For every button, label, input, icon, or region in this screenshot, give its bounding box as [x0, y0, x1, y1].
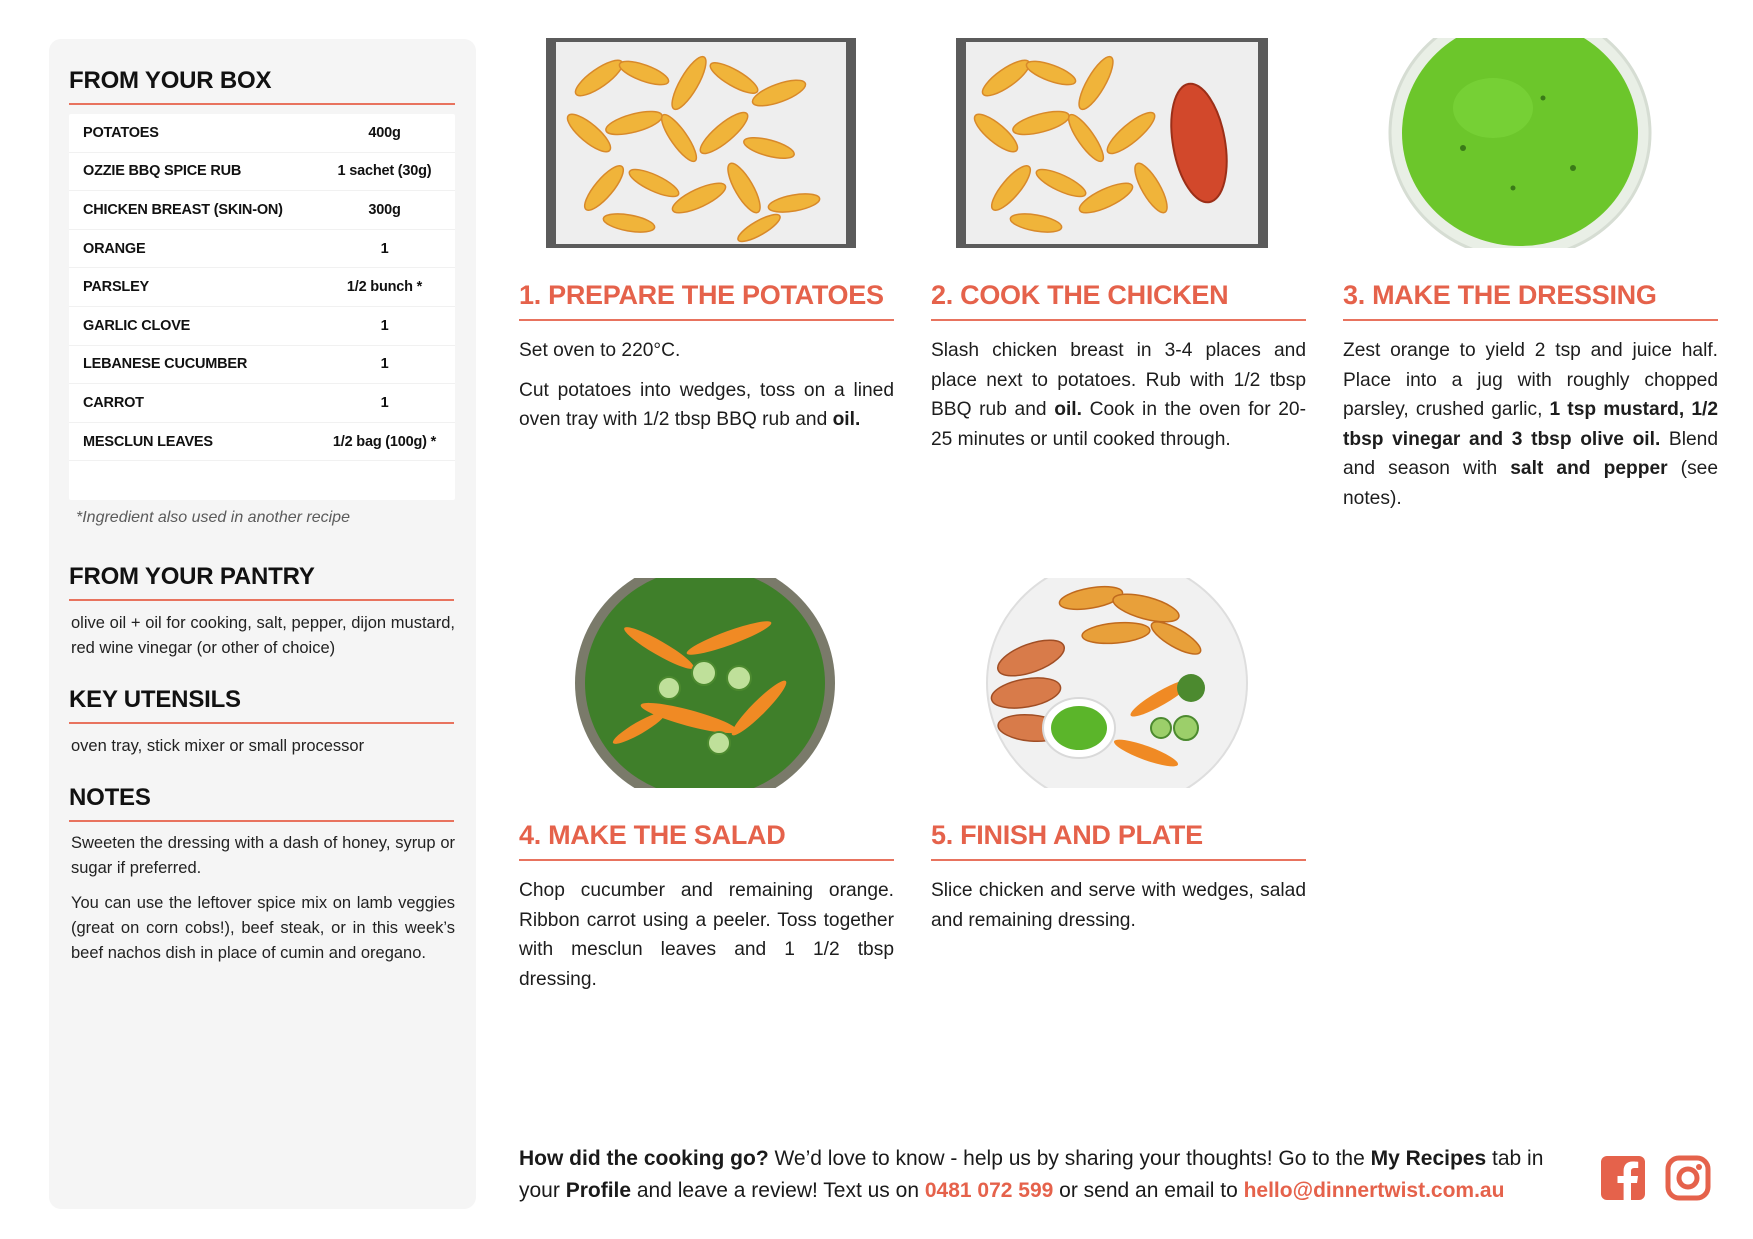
- notes-heading: NOTES: [69, 784, 454, 822]
- notes-text: [71, 831, 455, 966]
- my-recipes-label: My Recipes: [1370, 1147, 1487, 1170]
- ingredient-name: MESCLUN LEAVES: [83, 433, 213, 450]
- ingredient-name: OZZIE BBQ SPICE RUB: [83, 163, 242, 180]
- ingredient-name: LEBANESE CUCUMBER: [83, 356, 248, 373]
- feedback-footer: [519, 1143, 1579, 1206]
- table-row: [69, 346, 455, 385]
- green-dressing-bowl-image: [1343, 38, 1718, 248]
- chicken-and-wedges-tray-image: [931, 38, 1306, 248]
- footer-question: How did the cooking go?: [519, 1147, 769, 1170]
- step-text: Slice chicken and serve with wedges, salad and remaining dressing.: [931, 880, 1306, 931]
- from-your-pantry-heading: FROM YOUR PANTRY: [69, 563, 454, 601]
- phone-link[interactable]: 0481 072 599: [924, 1178, 1054, 1202]
- facebook-icon[interactable]: [1600, 1155, 1646, 1201]
- table-row: [69, 114, 455, 153]
- step-text-bold: 1 tsp mustard, 1/2 tbsp vinegar and 3 tbsp olive oil.: [1343, 399, 1719, 450]
- step-body: [931, 876, 1306, 935]
- footer-text: We’d love to know - help us by sharing your thoughts! Go to the: [768, 1147, 1371, 1170]
- step-text: Blend and season with: [1343, 428, 1719, 480]
- ingredients-sidebar: [49, 39, 476, 1209]
- step-title: 4. MAKE THE SALAD: [519, 820, 894, 861]
- ingredient-name: GARLIC CLOVE: [83, 317, 191, 334]
- step-text: Cook in the oven for 20-25 minutes or until cooked through.: [931, 399, 1306, 450]
- step-body: [519, 336, 894, 435]
- ingredient-name: ORANGE: [83, 240, 146, 257]
- potato-wedges-tray-image: [519, 38, 894, 248]
- utensils-text: oven tray, stick mixer or small processor: [71, 737, 365, 755]
- step-body: [519, 876, 894, 994]
- step-title: 5. FINISH AND PLATE: [931, 820, 1306, 861]
- step-text: Cut potatoes into wedges, toss on a lined oven tray with 1/2 tbsp BBQ rub and: [519, 379, 894, 431]
- ingredient-quantity: 1: [380, 356, 389, 373]
- instagram-icon[interactable]: [1665, 1155, 1711, 1201]
- table-row: [69, 191, 455, 230]
- ingredients-table: [69, 114, 455, 500]
- ingredient-quantity: 1: [380, 394, 389, 411]
- profile-label: Profile: [565, 1178, 632, 1202]
- table-row: [69, 384, 455, 423]
- ingredient-quantity: 1 sachet (30g): [337, 163, 432, 180]
- step-title: 1. PREPARE THE POTATOES: [519, 280, 894, 321]
- footer-text: or send an email to: [1053, 1178, 1244, 1202]
- ingredient-quantity: 300g: [368, 201, 401, 218]
- from-your-box-heading: FROM YOUR BOX: [69, 67, 455, 105]
- step-body: [1343, 336, 1718, 514]
- table-row: [69, 307, 455, 346]
- ingredient-footnote: *Ingredient also used in another recipe: [76, 509, 350, 526]
- email-link[interactable]: hello@dinnertwist.com.au: [1243, 1178, 1505, 1202]
- step-body: [931, 336, 1306, 454]
- ingredient-quantity: 1: [380, 317, 389, 334]
- ingredient-quantity: 1/2 bunch *: [346, 279, 423, 296]
- footer-text: tab in your: [519, 1147, 1544, 1202]
- step-text-bold: oil.: [832, 409, 861, 431]
- ingredient-name: POTATOES: [83, 124, 159, 141]
- ingredient-name: CHICKEN BREAST (SKIN-ON): [83, 201, 283, 218]
- footer-text: and leave a review! Text us on: [631, 1178, 925, 1202]
- table-row: [69, 230, 455, 269]
- step-text: Slash chicken breast in 3-4 places and place next to potatoes. Rub with 1/2 tbsp BBQ rub and: [931, 340, 1306, 421]
- plated-dish-image: [931, 578, 1306, 788]
- ingredient-name: CARROT: [83, 394, 144, 411]
- key-utensils-heading: KEY UTENSILS: [69, 686, 454, 724]
- ingredient-name: PARSLEY: [83, 279, 150, 296]
- table-row: [69, 153, 455, 192]
- step-title: 3. MAKE THE DRESSING: [1343, 280, 1718, 321]
- ingredient-quantity: 400g: [368, 124, 401, 141]
- step-text-bold: oil.: [1054, 399, 1082, 421]
- step-text: Set oven to 220°C.: [519, 340, 681, 361]
- step-text-bold: salt and pepper: [1510, 458, 1668, 480]
- ingredient-quantity: 1/2 bag (100g) *: [332, 433, 437, 450]
- table-row: [69, 268, 455, 307]
- note-paragraph: You can use the leftover spice mix on lamb veggies (great on corn cobs!), beef steak, or in this week’s beef nachos dish in place of cumin and oregano.: [71, 894, 455, 962]
- salad-bowl-image: [519, 578, 894, 788]
- step-text: Zest orange to yield 2 tsp and juice half. Place into a jug with roughly chopped parsley, crushed garlic,: [1343, 340, 1718, 421]
- step-text: (see notes).: [1343, 458, 1719, 509]
- pantry-text: olive oil + oil for cooking, salt, pepper, dijon mustard, red wine vinegar (or other of choice): [71, 614, 455, 657]
- step-text: Chop cucumber and remaining orange. Ribbon carrot using a peeler. Toss together with mesclun leaves and 1 1/2 tbsp dressing.: [519, 880, 894, 990]
- ingredient-quantity: 1: [380, 240, 389, 257]
- note-paragraph: Sweeten the dressing with a dash of honey, syrup or sugar if preferred.: [71, 834, 455, 877]
- step-title: 2. COOK THE CHICKEN: [931, 280, 1306, 321]
- table-row: [69, 423, 455, 462]
